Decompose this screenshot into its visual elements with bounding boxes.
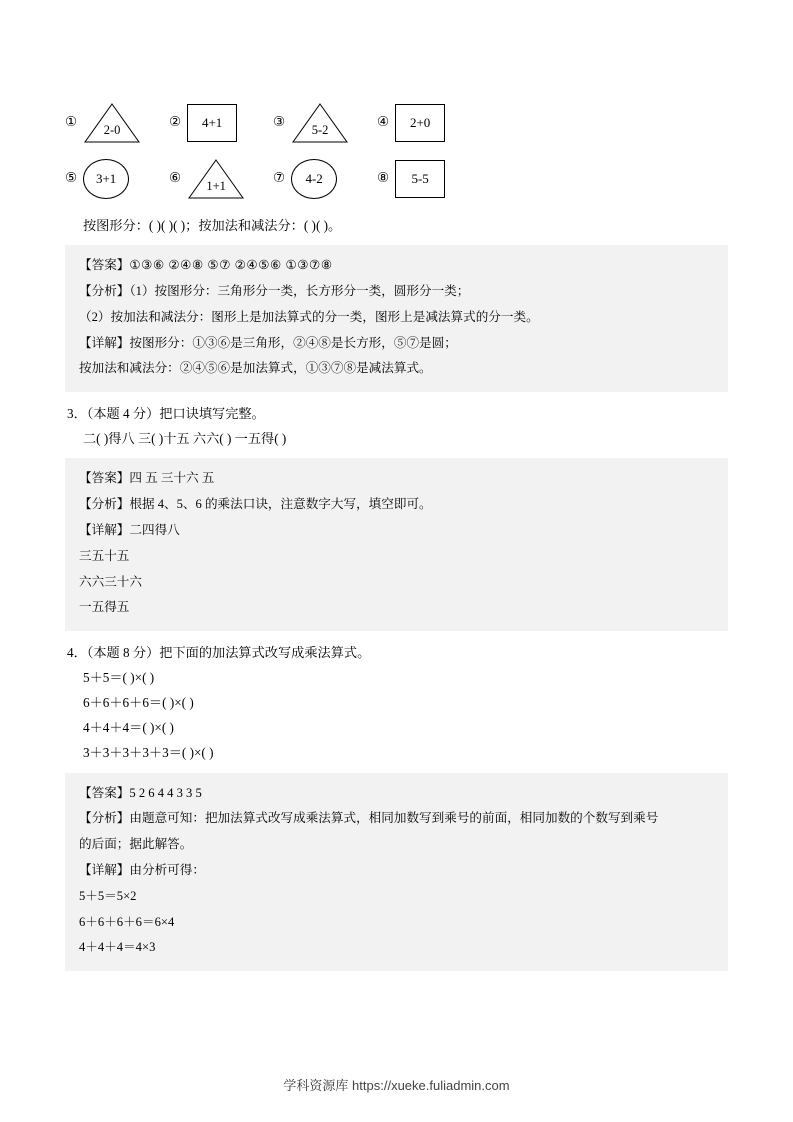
- shape-index-8: ⑧: [377, 170, 390, 187]
- detail-line: 三五十五: [79, 548, 130, 563]
- circle-shape: [291, 159, 337, 199]
- analysis-row-1: [79, 279, 714, 305]
- shape-expression-3: 5-2: [311, 122, 329, 137]
- shape-expression-7: 4-2: [305, 171, 323, 186]
- detail-row-1: [79, 331, 714, 357]
- shape-index-5: ⑤: [65, 170, 78, 187]
- question-3-body: 二( )得八 三( )十五 六六( ) 一五得( ): [83, 431, 287, 447]
- shape-item-6: [169, 151, 273, 207]
- detail-label: 【详解】: [79, 863, 130, 877]
- shape-expression-1: 2-0: [103, 122, 121, 137]
- question-4-line-1: 5＋5＝( )×( ): [83, 670, 155, 686]
- detail-row-2: [79, 356, 714, 382]
- shape-index-3: ③: [273, 114, 286, 131]
- question-4-line-4: 3＋3＋3＋3＋3＝( )×( ): [83, 745, 214, 761]
- detail-line: 5＋5＝5×2: [79, 888, 137, 903]
- analysis-text-2: （2）按加法和减法分：图形上是加法算式的分一类，图形上是减法算式的分一类。: [79, 309, 539, 324]
- detail-line: 6＋6＋6＋6＝6×4: [79, 914, 175, 929]
- shape-row-2: [65, 151, 728, 207]
- shape-item-4: [377, 95, 481, 151]
- analysis-text: 根据 4、5、6 的乘法口诀，注意数字大写，填空即可。: [129, 497, 432, 512]
- shape-item-5: [65, 151, 169, 207]
- shape-index-6: ⑥: [169, 170, 182, 187]
- detail-first-line: 由分析可得：: [129, 863, 205, 877]
- question-2-prompt: 按图形分：( )( )( )；按加法和减法分：( )( )。: [83, 218, 342, 233]
- rectangle-shape: [395, 104, 445, 142]
- question-4-line-2: 6＋6＋6＋6＝( )×( ): [83, 695, 194, 711]
- analysis-label: 【分析】: [79, 283, 130, 298]
- shape-item-7: [273, 151, 377, 207]
- detail-label: 【详解】: [79, 522, 130, 537]
- footer-brand: 学科资源库: [283, 1078, 349, 1093]
- question-2-answer-block: [65, 245, 728, 392]
- answer-row: [79, 781, 714, 807]
- footer-url: https://xueke.fuliadmin.com: [352, 1078, 510, 1093]
- analysis-label: 【分析】: [79, 811, 130, 826]
- question-4-number: 4．: [67, 645, 87, 661]
- shape-row-1: [65, 95, 728, 151]
- circle-shape: [83, 159, 129, 199]
- shape-item-3: [273, 95, 377, 151]
- detail-text-1: 按图形分：①③⑥是三角形，②④⑧是长方形，⑤⑦是圆；: [129, 335, 457, 350]
- rectangle-shape: [395, 160, 445, 198]
- analysis-text-1: 由题意可知：把加法算式改写成乘法算式，相同加数写到乘号的前面，相同加数的个数写到乘号: [129, 811, 659, 826]
- answer-label: 【答案】: [79, 785, 130, 800]
- answer-label: 【答案】: [79, 471, 130, 486]
- question-3-title: [65, 401, 728, 426]
- question-4-line-3: 4＋4＋4＝( )×( ): [83, 720, 174, 736]
- detail-label: 【详解】: [79, 335, 130, 350]
- triangle-shape: [83, 102, 141, 144]
- question-4-title: [65, 640, 728, 665]
- shape-item-1: [65, 95, 169, 151]
- rectangle-shape: [187, 104, 237, 142]
- detail-text-2: 按加法和减法分：②④⑤⑥是加法算式，①③⑦⑧是减法算式。: [79, 361, 432, 376]
- shape-index-4: ④: [377, 114, 390, 131]
- shape-expression-6: 1+1: [206, 178, 226, 193]
- question-3-text: （本题 4 分）把口诀填写完整。: [86, 406, 265, 422]
- shape-expression-4: 2+0: [409, 115, 431, 130]
- question-3-answer-block: [65, 458, 728, 631]
- answer-label: 【答案】: [79, 258, 130, 273]
- answer-row: [79, 253, 714, 279]
- analysis-label: 【分析】: [79, 497, 130, 512]
- analysis-row-1: [79, 806, 714, 832]
- detail-first-line: 二四得八: [129, 522, 180, 537]
- detail-line: 4＋4＋4＝4×3: [79, 940, 156, 955]
- shape-index-7: ⑦: [273, 170, 286, 187]
- answer-row: [79, 466, 714, 492]
- detail-line: 一五得五: [79, 600, 130, 615]
- answer-text: 5 2 6 4 4 3 3 5: [129, 785, 202, 800]
- triangle-shape: [187, 158, 245, 200]
- shape-expression-8: 5-5: [411, 171, 429, 186]
- analysis-row: [79, 492, 714, 518]
- shape-expression-2: 4+1: [201, 115, 223, 130]
- shape-index-2: ②: [169, 114, 182, 131]
- analysis-text-1: （1）按图形分：三角形分一类，长方形分一类，圆形分一类；: [129, 283, 470, 298]
- shape-item-2: [169, 95, 273, 151]
- detail-row: [79, 518, 714, 544]
- question-4-text: （本题 8 分）把下面的加法算式改写成乘法算式。: [86, 645, 371, 661]
- analysis-row-2: [79, 305, 714, 331]
- question-4-answer-block: [65, 773, 728, 972]
- triangle-shape: [291, 102, 349, 144]
- shape-index-1: ①: [65, 114, 78, 131]
- shape-figure-group: [65, 95, 728, 207]
- page-footer: [0, 1075, 793, 1094]
- shape-expression-5: 3+1: [95, 171, 117, 186]
- answer-text: 四 五 三十六 五: [129, 471, 215, 486]
- detail-row: [79, 858, 714, 884]
- question-3-number: 3．: [67, 406, 87, 422]
- analysis-row-2: 的后面；据此解答。: [79, 837, 193, 852]
- detail-line: 六六三十六: [79, 574, 142, 589]
- answer-text: ①③⑥ ②④⑧ ⑤⑦ ②④⑤⑥ ①③⑦⑧: [129, 258, 333, 273]
- shape-item-8: [377, 151, 481, 207]
